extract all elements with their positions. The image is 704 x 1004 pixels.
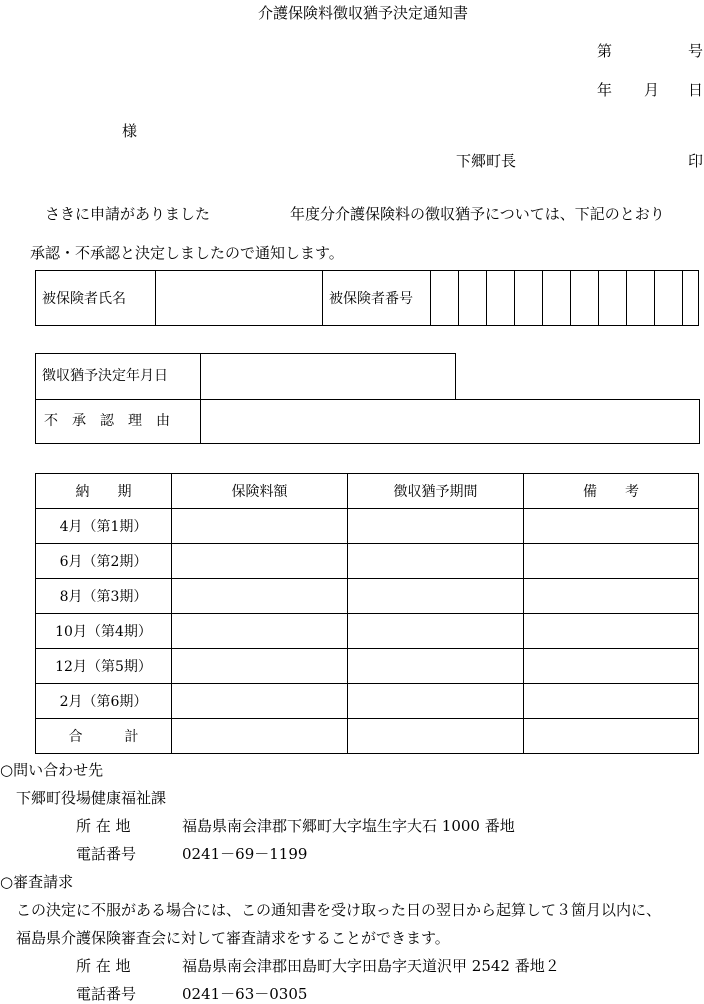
body-line2: 承認・不承認と決定しましたので通知します。 [30, 244, 344, 262]
premium-cell[interactable] [172, 649, 348, 684]
period-row-label: 4月（第1期） [36, 509, 172, 544]
premium-cell[interactable] [172, 684, 348, 719]
insured-number-digit[interactable] [627, 271, 655, 326]
premium-cell[interactable] [172, 614, 348, 649]
decision-reason-label: 不 承 認 理 由 [36, 400, 201, 443]
review-text-1: この決定に不服がある場合には、この通知書を受け取った日の翌日から起算して３箇月以内に、 [16, 901, 662, 919]
contact-office: 下郷町役場健康福祉課 [16, 789, 167, 807]
date-year: 年 [597, 81, 613, 99]
review-phone: 0241－63－0305 [182, 985, 308, 1003]
table-row [36, 684, 699, 719]
remarks-cell[interactable] [524, 579, 699, 614]
review-phone-label: 電話番号 [76, 985, 137, 1003]
deferral-cell[interactable] [348, 614, 524, 649]
number-label-dai: 第 [597, 42, 613, 60]
issuer-name: 下郷町長 [456, 152, 517, 170]
period-row-label: 6月（第2期） [36, 544, 172, 579]
insured-number-digit[interactable] [431, 271, 459, 326]
premium-cell[interactable] [172, 579, 348, 614]
review-text-2: 福島県介護保険審査会に対して審査請求をすることができます。 [16, 929, 450, 947]
contact-phone-label: 電話番号 [76, 845, 137, 863]
table-row [36, 544, 699, 579]
period-row-label: 2月（第6期） [36, 684, 172, 719]
review-address: 福島県南会津郡田島町大字田島字天道沢甲 2542 番地２ [182, 957, 560, 975]
decision-date-label: 徴収猶予決定年月日 [36, 354, 201, 399]
body-line1-b: 年度分介護保険料の徴収猶予については、下記のとおり [290, 205, 665, 223]
deferral-cell[interactable] [348, 649, 524, 684]
period-header: 納 期 [36, 474, 172, 509]
insured-number-digit[interactable] [543, 271, 571, 326]
remarks-total-cell[interactable] [524, 719, 699, 754]
decision-reason-row [35, 399, 700, 444]
contact-address: 福島県南会津郡下郷町大字塩生字大石 1000 番地 [182, 817, 515, 835]
remarks-cell[interactable] [524, 544, 699, 579]
period-header: 保険料額 [172, 474, 348, 509]
premium-total-cell[interactable] [172, 719, 348, 754]
table-row [36, 614, 699, 649]
seal-mark: 印 [688, 152, 704, 170]
period-row-label: 10月（第4期） [36, 614, 172, 649]
contact-address-label: 所 在 地 [76, 817, 131, 835]
period-table [35, 473, 699, 754]
period-row-label: 12月（第5期） [36, 649, 172, 684]
remarks-cell[interactable] [524, 684, 699, 719]
table-row [36, 649, 699, 684]
insured-number-digit[interactable] [487, 271, 515, 326]
total-label: 合 計 [36, 719, 172, 754]
date-day: 日 [688, 81, 704, 99]
insured-table [35, 270, 699, 326]
remarks-cell[interactable] [524, 649, 699, 684]
insured-number-digit[interactable] [599, 271, 627, 326]
deferral-total-cell[interactable] [348, 719, 524, 754]
review-heading: ○審査請求 [0, 873, 74, 891]
insured-number-label: 被保険者番号 [323, 271, 431, 326]
deferral-cell[interactable] [348, 684, 524, 719]
table-row-total [36, 719, 699, 754]
insured-number-digit[interactable] [571, 271, 599, 326]
insured-name-label: 被保険者氏名 [36, 271, 156, 326]
period-row-label: 8月（第3期） [36, 579, 172, 614]
table-row [36, 509, 699, 544]
review-address-label: 所 在 地 [76, 957, 131, 975]
page-title: 介護保険料徴収猶予決定通知書 [258, 4, 469, 22]
body-line1-a: さきに申請がありました [45, 205, 211, 223]
insured-number-digit[interactable] [459, 271, 487, 326]
insured-number-digit[interactable] [515, 271, 543, 326]
deferral-cell[interactable] [348, 509, 524, 544]
insured-number-digit[interactable] [683, 271, 699, 326]
decision-date-row [35, 353, 456, 399]
remarks-cell[interactable] [524, 509, 699, 544]
deferral-cell[interactable] [348, 579, 524, 614]
remarks-cell[interactable] [524, 614, 699, 649]
period-header: 徴収猶予期間 [348, 474, 524, 509]
insured-name-cell[interactable] [156, 271, 323, 326]
period-header: 備 考 [524, 474, 699, 509]
date-month: 月 [644, 81, 660, 99]
premium-cell[interactable] [172, 544, 348, 579]
recipient-honorific: 様 [122, 122, 138, 140]
table-row [36, 579, 699, 614]
contact-phone: 0241－69－1199 [182, 845, 308, 863]
deferral-cell[interactable] [348, 544, 524, 579]
insured-number-digit[interactable] [655, 271, 683, 326]
contact-heading: ○問い合わせ先 [0, 761, 104, 779]
premium-cell[interactable] [172, 509, 348, 544]
number-label-go: 号 [688, 42, 704, 60]
